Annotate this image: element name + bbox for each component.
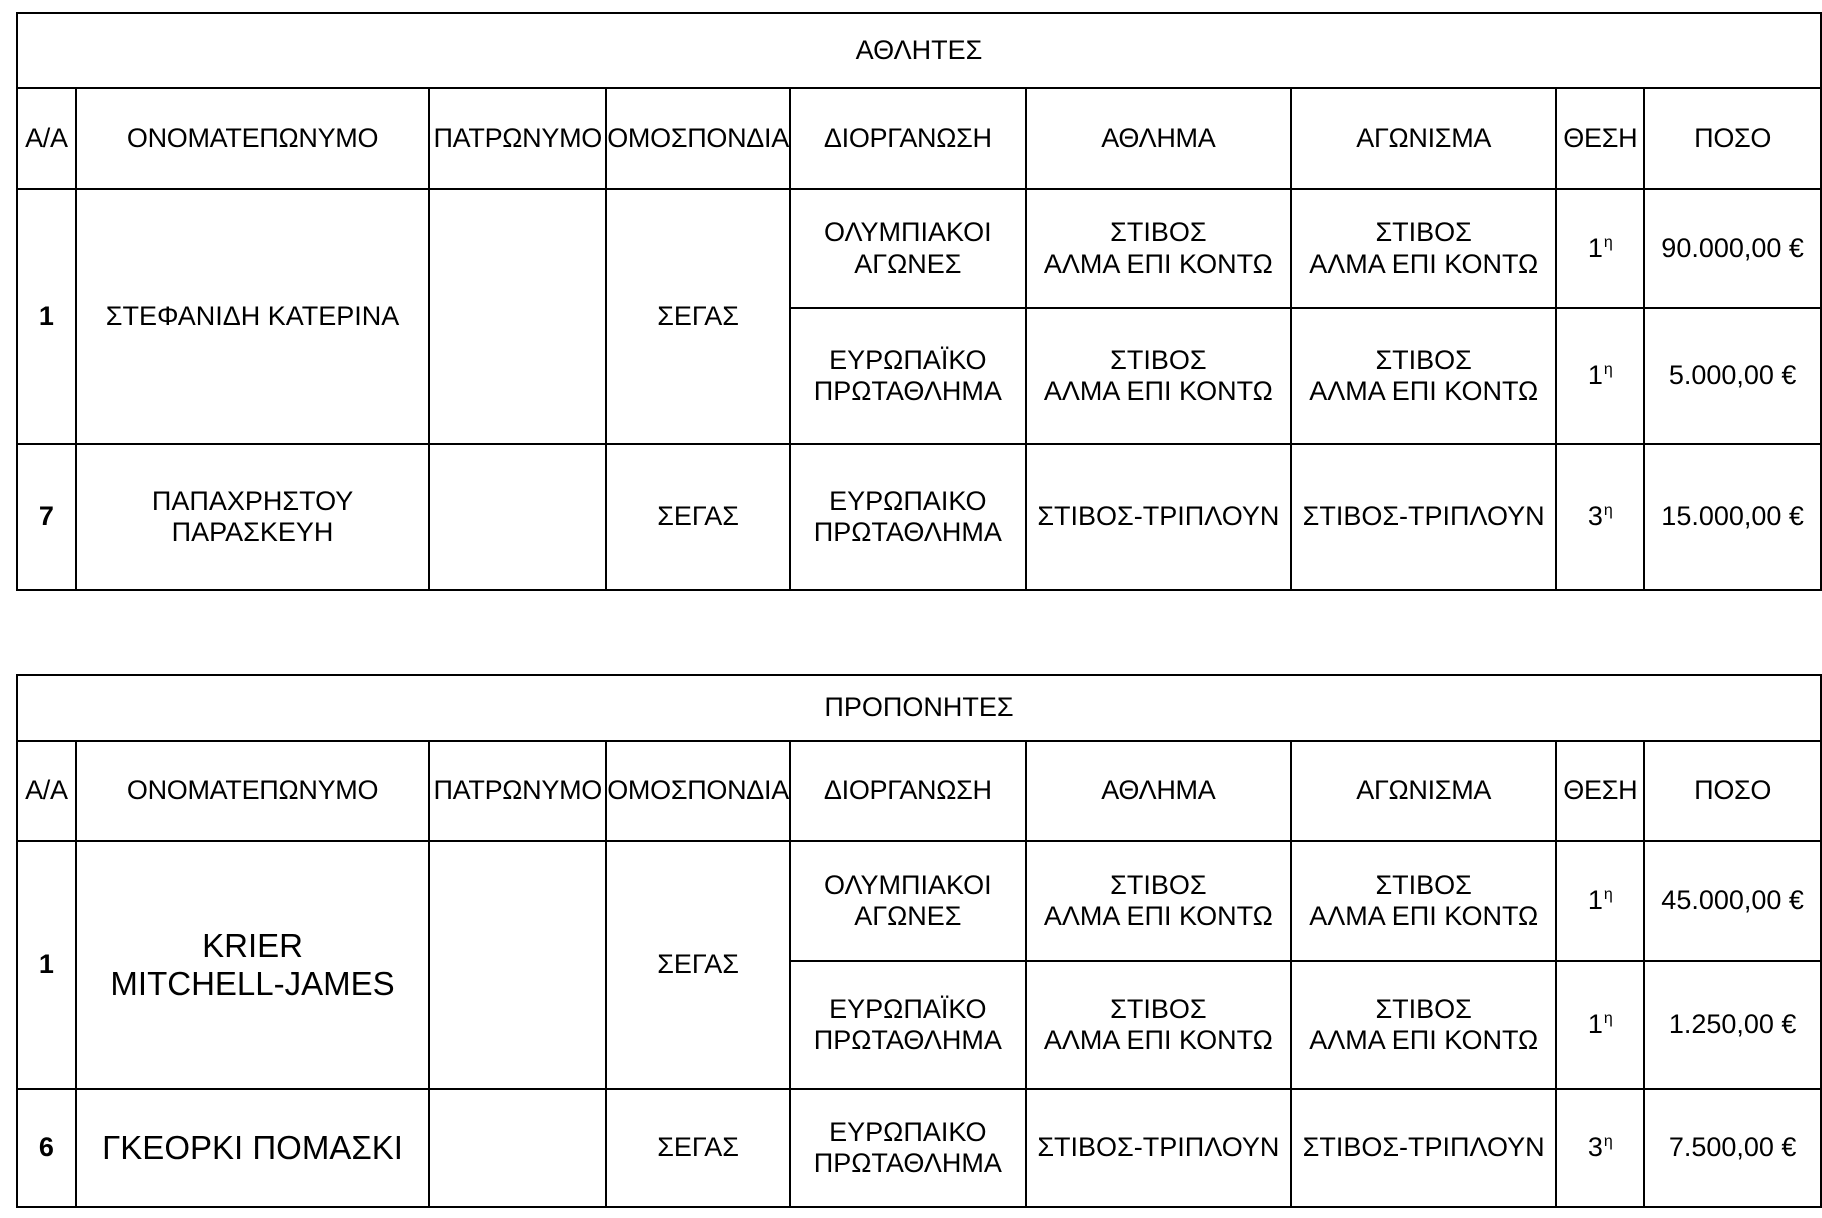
sport-cell: ΣΤΙΒΟΣ ΑΛΜΑ ΕΠΙ ΚΟΝΤΩ (1026, 841, 1291, 961)
position-suffix: η (1603, 1010, 1613, 1028)
amount-cell: 5.000,00 € (1644, 308, 1821, 444)
amount-cell: 7.500,00 € (1644, 1089, 1821, 1207)
column-header-discipline: ΑΓΩΝΙΣΜΑ (1291, 88, 1556, 189)
column-header-sport: ΑΘΛΗΜΑ (1026, 741, 1291, 841)
patronymic-cell (429, 841, 606, 1089)
discipline-cell: ΣΤΙΒΟΣ ΑΛΜΑ ΕΠΙ ΚΟΝΤΩ (1291, 841, 1556, 961)
discipline-cell: ΣΤΙΒΟΣ ΑΛΜΑ ΕΠΙ ΚΟΝΤΩ (1291, 189, 1556, 308)
person-name: ΣΤΕΦΑΝΙΔΗ ΚΑΤΕΡΙΝΑ (76, 189, 429, 444)
position-suffix: η (1603, 1133, 1613, 1151)
column-header-amount: ΠΟΣΟ (1644, 741, 1821, 841)
sport-cell: ΣΤΙΒΟΣ ΑΛΜΑ ΕΠΙ ΚΟΝΤΩ (1026, 189, 1291, 308)
federation-cell: ΣΕΓΑΣ (606, 189, 790, 444)
sport-cell: ΣΤΙΒΟΣ ΑΛΜΑ ΕΠΙ ΚΟΝΤΩ (1026, 308, 1291, 444)
column-header-patronymic: ΠΑΤΡΩΝΥΜΟ (429, 88, 606, 189)
column-header-position: ΘΕΣΗ (1556, 88, 1644, 189)
position-suffix: η (1603, 502, 1613, 520)
position-cell (1556, 308, 1644, 444)
position-number: 3 (1587, 1132, 1603, 1163)
table-title: ΠΡΟΠΟΝΗΤΕΣ (17, 675, 1821, 741)
position-cell (1556, 1089, 1644, 1207)
header-row (17, 88, 1821, 189)
sport-cell: ΣΤΙΒΟΣ-ΤΡΙΠΛΟΥΝ (1026, 444, 1291, 590)
row-number: 1 (17, 189, 76, 444)
position-number: 1 (1587, 885, 1603, 916)
column-header-sport: ΑΘΛΗΜΑ (1026, 88, 1291, 189)
column-header-event: ΔΙΟΡΓΑΝΩΣΗ (790, 88, 1026, 189)
federation-cell: ΣΕΓΑΣ (606, 1089, 790, 1207)
position-number: 1 (1587, 360, 1603, 391)
patronymic-cell (429, 189, 606, 444)
amount-cell: 90.000,00 € (1644, 189, 1821, 308)
amount-cell: 1.250,00 € (1644, 961, 1821, 1089)
event-cell: ΕΥΡΩΠΑΪΚΟ ΠΡΩΤΑΘΛΗΜΑ (790, 961, 1026, 1089)
athletes-table (16, 12, 1822, 591)
row-number: 7 (17, 444, 76, 590)
federation-cell: ΣΕΓΑΣ (606, 444, 790, 590)
position-number: 3 (1587, 501, 1603, 532)
row-number: 6 (17, 1089, 76, 1207)
position-cell (1556, 841, 1644, 961)
position-suffix: η (1603, 233, 1613, 251)
column-header-name: ΟΝΟΜΑΤΕΠΩΝΥΜΟ (76, 88, 429, 189)
event-cell: ΕΥΡΩΠΑΙΚΟ ΠΡΩΤΑΘΛΗΜΑ (790, 1089, 1026, 1207)
discipline-cell: ΣΤΙΒΟΣ-ΤΡΙΠΛΟΥΝ (1291, 444, 1556, 590)
column-header-federation: ΟΜΟΣΠΟΝΔΙΑ (606, 88, 790, 189)
column-header-aa: Α/Α (17, 88, 76, 189)
position-cell (1556, 189, 1644, 308)
table-row (17, 841, 1821, 961)
sport-cell: ΣΤΙΒΟΣ-ΤΡΙΠΛΟΥΝ (1026, 1089, 1291, 1207)
event-cell: ΕΥΡΩΠΑΙΚΟ ΠΡΩΤΑΘΛΗΜΑ (790, 444, 1026, 590)
column-header-discipline: ΑΓΩΝΙΣΜΑ (1291, 741, 1556, 841)
table-row (17, 189, 1821, 308)
column-header-position: ΘΕΣΗ (1556, 741, 1644, 841)
column-header-patronymic: ΠΑΤΡΩΝΥΜΟ (429, 741, 606, 841)
column-header-event: ΔΙΟΡΓΑΝΩΣΗ (790, 741, 1026, 841)
table-row (17, 444, 1821, 590)
person-name: KRIER MITCHELL-JAMES (76, 841, 429, 1089)
discipline-cell: ΣΤΙΒΟΣ ΑΛΜΑ ΕΠΙ ΚΟΝΤΩ (1291, 961, 1556, 1089)
position-suffix: η (1603, 361, 1613, 379)
patronymic-cell (429, 1089, 606, 1207)
header-row (17, 741, 1821, 841)
position-suffix: η (1603, 886, 1613, 904)
person-name: ΓΚΕΟΡΚΙ ΠΟΜΑΣΚΙ (76, 1089, 429, 1207)
amount-cell: 15.000,00 € (1644, 444, 1821, 590)
column-header-federation: ΟΜΟΣΠΟΝΔΙΑ (606, 741, 790, 841)
event-cell: ΕΥΡΩΠΑΪΚΟ ΠΡΩΤΑΘΛΗΜΑ (790, 308, 1026, 444)
position-cell (1556, 444, 1644, 590)
row-number: 1 (17, 841, 76, 1089)
patronymic-cell (429, 444, 606, 590)
discipline-cell: ΣΤΙΒΟΣ ΑΛΜΑ ΕΠΙ ΚΟΝΤΩ (1291, 308, 1556, 444)
amount-cell: 45.000,00 € (1644, 841, 1821, 961)
coaches-table (16, 674, 1822, 1208)
table-title: ΑΘΛΗΤΕΣ (17, 13, 1821, 88)
federation-cell: ΣΕΓΑΣ (606, 841, 790, 1089)
column-header-aa: Α/Α (17, 741, 76, 841)
position-number: 1 (1587, 1009, 1603, 1040)
person-name: ΠΑΠΑΧΡΗΣΤΟΥ ΠΑΡΑΣΚΕΥΗ (76, 444, 429, 590)
discipline-cell: ΣΤΙΒΟΣ-ΤΡΙΠΛΟΥΝ (1291, 1089, 1556, 1207)
event-cell: ΟΛΥΜΠΙΑΚΟΙ ΑΓΩΝΕΣ (790, 841, 1026, 961)
position-cell (1556, 961, 1644, 1089)
column-header-name: ΟΝΟΜΑΤΕΠΩΝΥΜΟ (76, 741, 429, 841)
position-number: 1 (1587, 232, 1603, 263)
sport-cell: ΣΤΙΒΟΣ ΑΛΜΑ ΕΠΙ ΚΟΝΤΩ (1026, 961, 1291, 1089)
column-header-amount: ΠΟΣΟ (1644, 88, 1821, 189)
table-row (17, 1089, 1821, 1207)
event-cell: ΟΛΥΜΠΙΑΚΟΙ ΑΓΩΝΕΣ (790, 189, 1026, 308)
